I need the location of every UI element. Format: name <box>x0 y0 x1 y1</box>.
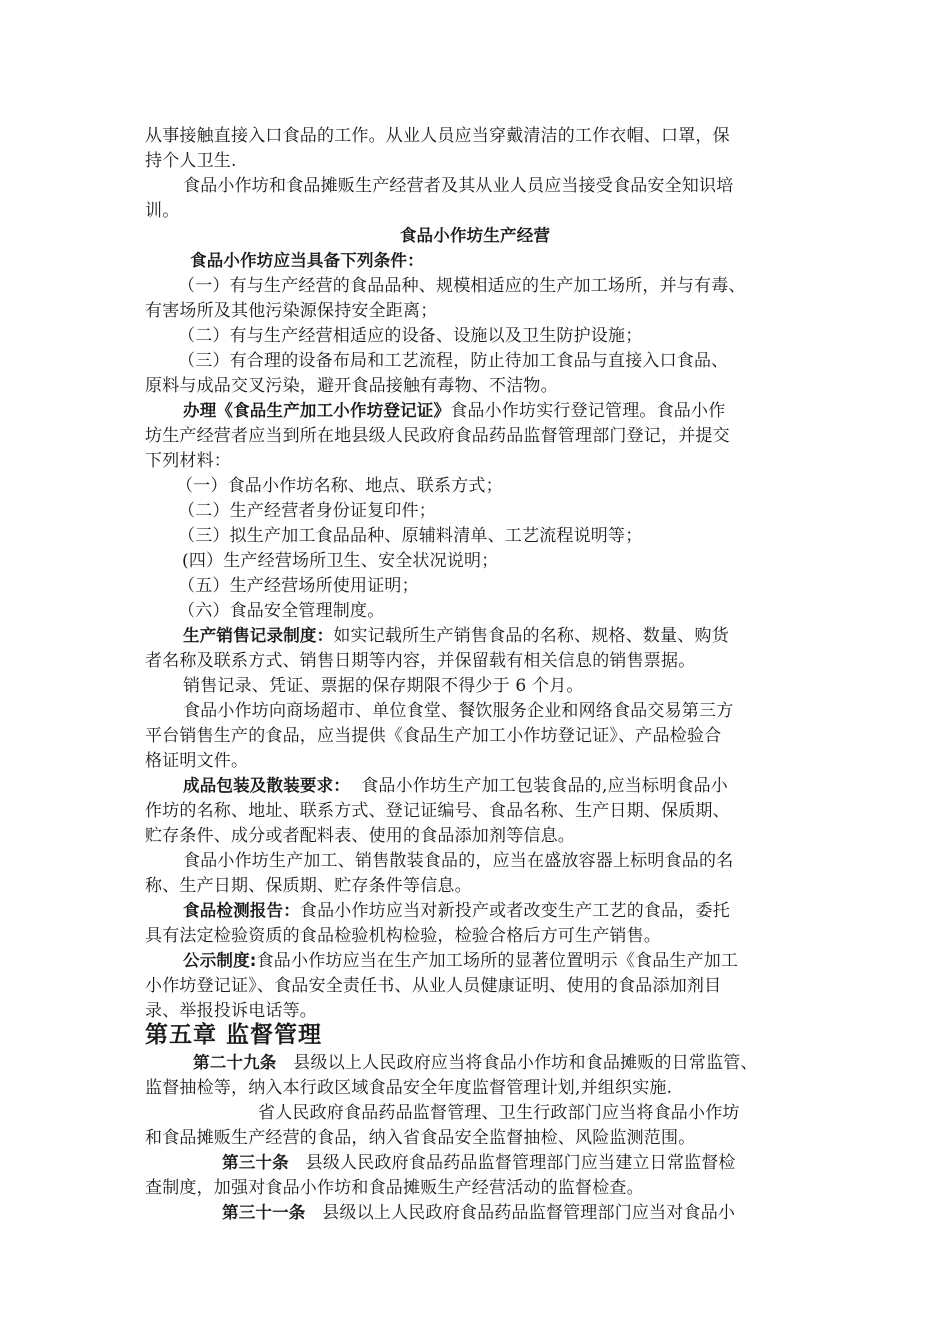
text-line: 生产销售记录制度：如实记载所生产销售食品的名称、规格、数量、购货 <box>183 626 729 646</box>
list-item: （二）有与生产经营相适应的设备、设施以及卫生防护设施； <box>178 326 643 346</box>
text-line: 食品小作坊和食品摊贩生产经营者及其从业人员应当接受食品安全知识培 <box>183 176 734 196</box>
text-line: 格证明文件。 <box>145 751 249 771</box>
list-item: （一）食品小作坊名称、地点、联系方式； <box>176 476 503 496</box>
text-line: 下列材料： <box>145 451 231 471</box>
bold-lead: 办理《食品生产加工小作坊登记证》 <box>183 401 451 420</box>
article-number: 第三十条 <box>222 1153 289 1172</box>
article-number: 第三十一条 <box>222 1203 306 1222</box>
text-line: 食品小作坊生产加工、销售散装食品的，应当在盛放容器上标明食品的名 <box>183 851 734 871</box>
list-item: （六）食品安全管理制度。 <box>178 601 385 621</box>
bold-lead: 生产销售记录制度： <box>183 626 334 645</box>
text-line: 持个人卫生. <box>145 151 237 171</box>
article-number: 第二十九条 <box>193 1053 277 1072</box>
text-line: 食品小作坊向商场超市、单位食堂、餐饮服务企业和网络食品交易第三方 <box>183 701 734 721</box>
text-line: 销售记录、凭证、票据的保存期限不得少于 6 个月。 <box>183 676 584 696</box>
text-line: 第三十一条 县级以上人民政府食品药品监督管理部门应当对食品小 <box>222 1203 736 1223</box>
text-line: 作坊的名称、地址、联系方式、登记证编号、食品名称、生产日期、保质期、 <box>145 801 730 821</box>
text-line: 公示制度:食品小作坊应当在生产加工场所的显著位置明示《食品生产加工 <box>183 951 739 971</box>
text-line: 省人民政府食品药品监督管理、卫生行政部门应当将食品小作坊 <box>258 1103 740 1123</box>
text-line: 食品检测报告：食品小作坊应当对新投产或者改变生产工艺的食品，委托 <box>183 901 730 921</box>
text-line: 有害场所及其他污染源保持安全距离； <box>145 301 438 321</box>
text-line: 具有法定检验资质的食品检验机构检验，检验合格后方可生产销售。 <box>145 926 661 946</box>
list-item: （一）有与生产经营的食品品种、规模相适应的生产加工场所，并与有毒、 <box>178 276 746 296</box>
text-line: 者名称及联系方式、销售日期等内容，并保留载有相关信息的销售票据。 <box>145 651 696 671</box>
text-line: 查制度，加强对食品小作坊和食品摊贩生产经营活动的监督检查。 <box>145 1178 644 1198</box>
text-line: 录、举报投诉电话等。 <box>145 1001 317 1021</box>
text-line: 坊生产经营者应当到所在地县级人民政府食品药品监督管理部门登记，并提交 <box>145 426 730 446</box>
list-item: （五）生产经营场所使用证明； <box>178 576 419 596</box>
bold-lead: 成品包装及散装要求： <box>183 776 350 795</box>
text-line: 和食品摊贩生产经营的食品，纳入省食品安全监督抽检、风险监测范围。 <box>145 1128 696 1148</box>
text-line: 平台销售生产的食品，应当提供《食品生产加工小作坊登记证》、产品检验合 <box>145 726 722 746</box>
text-line: 从事接触直接入口食品的工作。从业人员应当穿戴清洁的工作衣帽、口罩，保 <box>145 126 730 146</box>
text-line: 办理《食品生产加工小作坊登记证》食品小作坊实行登记管理。食品小作 <box>183 401 726 421</box>
section-heading: 食品小作坊生产经营 <box>399 226 551 245</box>
chapter-title: 第五章 监督管理 <box>145 1022 323 1048</box>
text-line: 成品包装及散装要求： 食品小作坊生产加工包装食品的,应当标明食品小 <box>183 776 729 796</box>
text-line: 小作坊登记证》、食品安全责任书、从业人员健康证明、使用的食品添加剂目 <box>145 976 722 996</box>
bold-lead: 食品检测报告： <box>183 901 300 920</box>
text-line: 贮存条件、成分或者配料表、使用的食品添加剂等信息。 <box>145 826 575 846</box>
text-line: 第三十条 县级人民政府食品药品监督管理部门应当建立日常监督检 <box>222 1153 736 1173</box>
list-item: （二）生产经营者身份证复印件； <box>178 501 436 521</box>
text-line: 原料与成品交叉污染，避开食品接触有毒物、不洁物。 <box>145 376 558 396</box>
text-line: 第二十九条 县级以上人民政府应当将食品小作坊和食品摊贩的日常监管、 <box>193 1053 758 1073</box>
list-item: （三）拟生产加工食品品种、原辅料清单、工艺流程说明等； <box>178 526 643 546</box>
text-line: 训。 <box>145 201 180 221</box>
text-line: 监督抽检等，纳入本行政区域食品安全年度监督管理计划,并组织实施. <box>145 1078 673 1098</box>
list-item: （三）有合理的设备布局和工艺流程，防止待加工食品与直接入口食品、 <box>178 351 729 371</box>
text-line: 称、生产日期、保质期、贮存条件等信息。 <box>145 876 472 896</box>
list-item: (四）生产经营场所卫生、安全状况说明； <box>182 551 499 571</box>
bold-lead: 公示制度: <box>183 951 257 970</box>
bold-heading: 食品小作坊应当具备下列条件： <box>190 251 424 270</box>
